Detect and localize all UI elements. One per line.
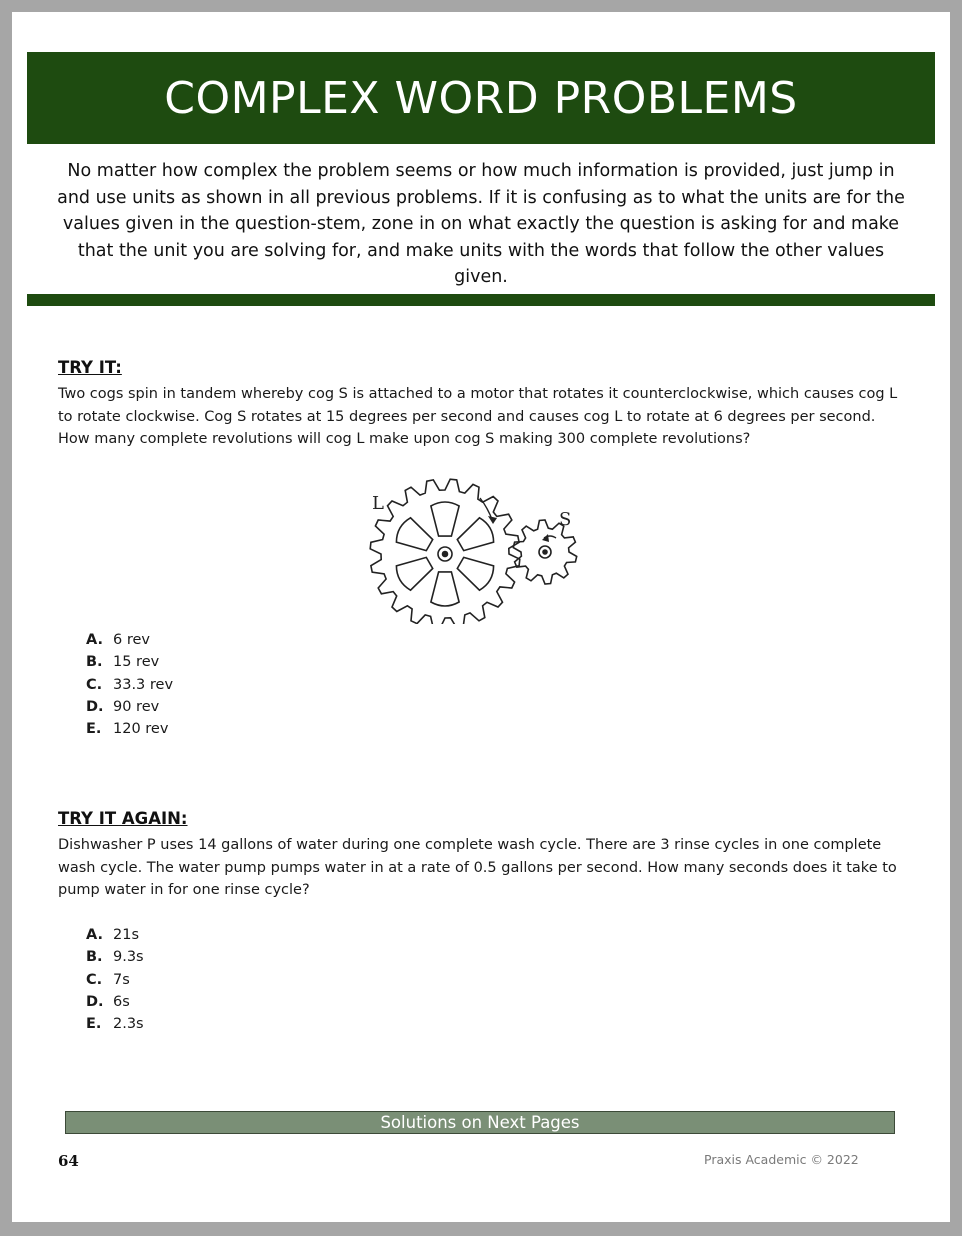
cog-l-window: [431, 572, 459, 606]
cog-l-window: [396, 557, 432, 590]
document-page: [12, 12, 950, 1222]
cog-l-window: [431, 502, 459, 536]
problem1-choices: [86, 629, 173, 740]
cog-l-window: [396, 518, 432, 551]
clockwise-arrowhead: [488, 516, 497, 524]
cog-s-label: S: [559, 509, 572, 530]
page-number: 64: [58, 1152, 79, 1170]
try-it-again-heading: TRY IT AGAIN:: [58, 809, 188, 828]
choice-a[interactable]: A. 21s: [86, 927, 140, 943]
choice-c[interactable]: C. 7s: [86, 971, 130, 988]
choice-d[interactable]: D. 6s: [86, 993, 130, 1010]
cog-l-label: L: [372, 493, 384, 514]
try-it-heading: TRY IT:: [58, 358, 122, 377]
choice-b[interactable]: B. 15 rev: [86, 654, 160, 671]
counterclockwise-arrowhead: [542, 534, 549, 542]
problem2-choices: [86, 924, 144, 1035]
choice-c[interactable]: C. 33.3 rev: [86, 676, 174, 693]
choice-e[interactable]: E. 2.3s: [86, 1016, 144, 1033]
cog-l-axle: [443, 552, 448, 557]
choice-d[interactable]: D. 90 rev: [86, 698, 160, 715]
cog-s-axle: [543, 550, 547, 554]
choice-b[interactable]: B. 9.3s: [86, 949, 144, 966]
cog-l-window: [457, 557, 493, 590]
solutions-banner: Solutions on Next Pages: [65, 1111, 895, 1134]
choice-a[interactable]: A. 6 rev: [86, 632, 150, 648]
choice-e[interactable]: E. 120 rev: [86, 721, 169, 738]
page-title: COMPLEX WORD PROBLEMS: [164, 72, 798, 124]
cogs-figure: [352, 464, 592, 624]
intro-paragraph: No matter how complex the problem seems or how much information is provided, just jump in and use units as shown in all previous problems. If it is confusing as to what the units are for the values given in the question-stem, zone in on what exactly the question is asking for and make that the unit you are solving for, and make units with the words that follow the other values given.: [57, 161, 905, 287]
copyright-notice: Praxis Academic © 2022: [704, 1152, 859, 1167]
title-banner: [27, 52, 935, 144]
cog-l-gear: [370, 479, 520, 624]
problem1-question: Two cogs spin in tandem whereby cog S is attached to a motor that rotates it counterclockwise, which causes cog L to rotate clockwise. Cog S rotates at 15 degrees per second and causes cog L to rotate at 6 degrees per second. How many complete revolutions will cog L make upon cog S making 300 complete revolutions?: [58, 386, 898, 447]
section-divider: [27, 294, 935, 306]
problem2-question: Dishwasher P uses 14 gallons of water during one complete wash cycle. There are 3 rinse cycles in one complete wash cycle. The water pump pumps water in at a rate of 0.5 gallons per second. How many seconds does it take to pump water in for one rinse cycle?: [58, 837, 897, 898]
cog-l-window: [457, 518, 493, 551]
